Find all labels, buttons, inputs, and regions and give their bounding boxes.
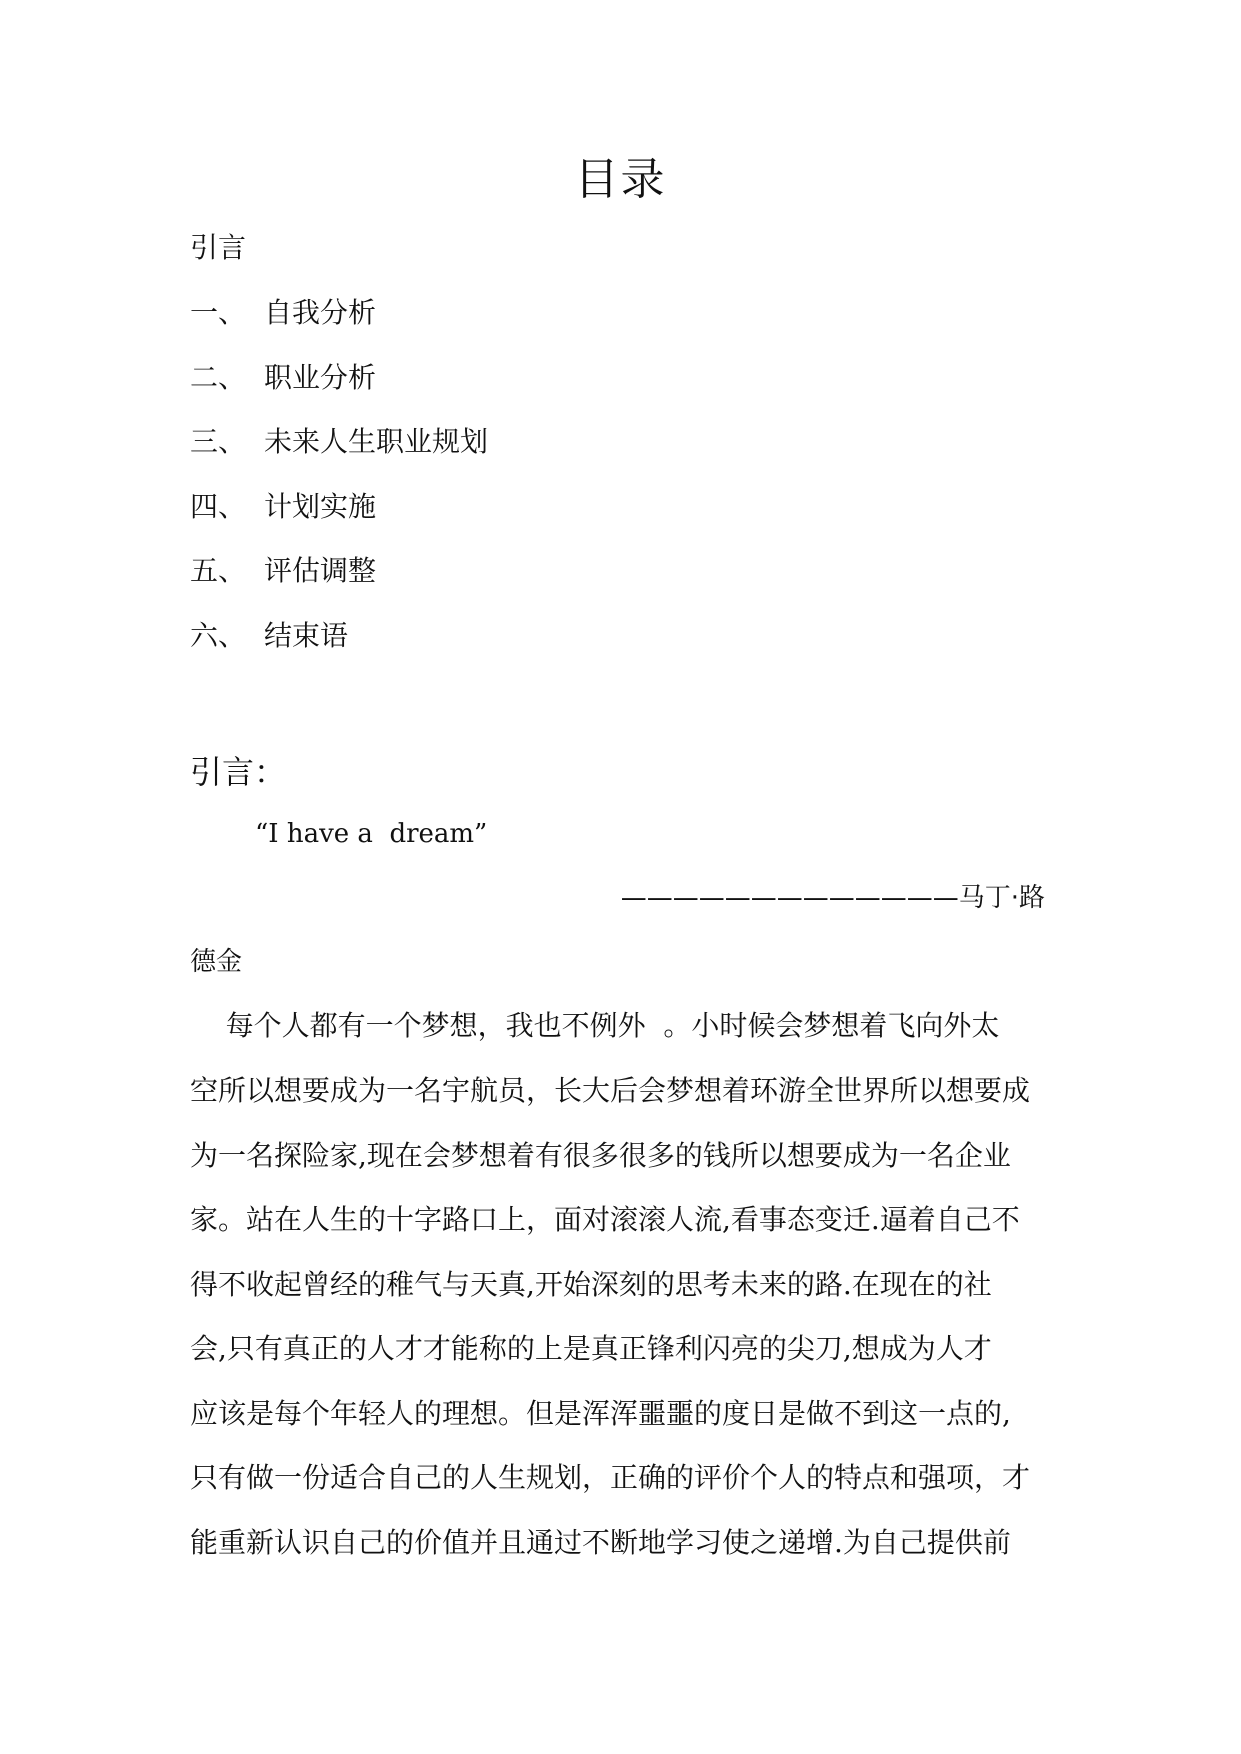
paragraph-line: 应该是每个年轻人的理想。但是浑浑噩噩的度日是做不到这一点的,	[190, 1397, 1011, 1430]
epigraph-quote: “I have a dream”	[255, 819, 488, 849]
epigraph-attribution-continued: 德金	[190, 947, 243, 977]
toc-item-number: 五、	[190, 554, 247, 587]
toc-item-conclusion	[190, 616, 348, 656]
section-heading: 引言：	[190, 753, 287, 791]
toc-item-label: 自我分析	[264, 296, 377, 329]
paragraph-line: 会,只有真正的人才才能称的上是真正锋利闪亮的尖刀,想成为人才	[190, 1332, 992, 1365]
toc-item-label: 结束语	[264, 619, 349, 652]
toc-item-label: 未来人生职业规划	[264, 425, 489, 458]
toc-item-number: 二、	[190, 361, 247, 394]
paragraph-line: 为一名探险家,现在会梦想着有很多很多的钱所以想要成为一名企业	[190, 1139, 1011, 1172]
toc-item-label: 计划实施	[264, 490, 377, 523]
toc-item-self-analysis	[190, 293, 376, 333]
toc-item-implementation	[190, 487, 376, 527]
toc-item-career-analysis	[190, 358, 376, 398]
epigraph-attribution: —————————————马丁·路	[620, 883, 1045, 913]
toc-item-career-plan	[190, 422, 488, 462]
paragraph-line: 能重新认识自己的价值并且通过不断地学习使之递增.为自己提供前	[190, 1526, 1011, 1559]
toc-item-label: 职业分析	[264, 361, 377, 394]
paragraph-line: 家。站在人生的十字路口上，面对滚滚人流,看事态变迁.逼着自己不	[190, 1203, 1020, 1236]
toc-item-evaluation	[190, 551, 376, 591]
toc-item-number: 四、	[190, 490, 247, 523]
paragraph-line: 每个人都有一个梦想，我也不例外 。小时候会梦想着飞向外太	[190, 1009, 1000, 1042]
toc-item-intro	[190, 228, 246, 268]
paragraph-line: 只有做一份适合自己的人生规划，正确的评价个人的特点和强项，才	[190, 1461, 1031, 1494]
paragraph-line: 空所以想要成为一名宇航员，长大后会梦想着环游全世界所以想要成	[190, 1074, 1031, 1107]
toc-item-number: 一、	[190, 296, 247, 329]
paragraph-line: 得不收起曾经的稚气与天真,开始深刻的思考未来的路.在现在的社	[190, 1268, 992, 1301]
toc-title: 目录	[574, 154, 667, 205]
toc-item-number: 六、	[190, 619, 247, 652]
toc-item-label: 引言	[190, 231, 247, 264]
toc-item-number: 三、	[190, 425, 247, 458]
toc-item-label: 评估调整	[264, 554, 377, 587]
